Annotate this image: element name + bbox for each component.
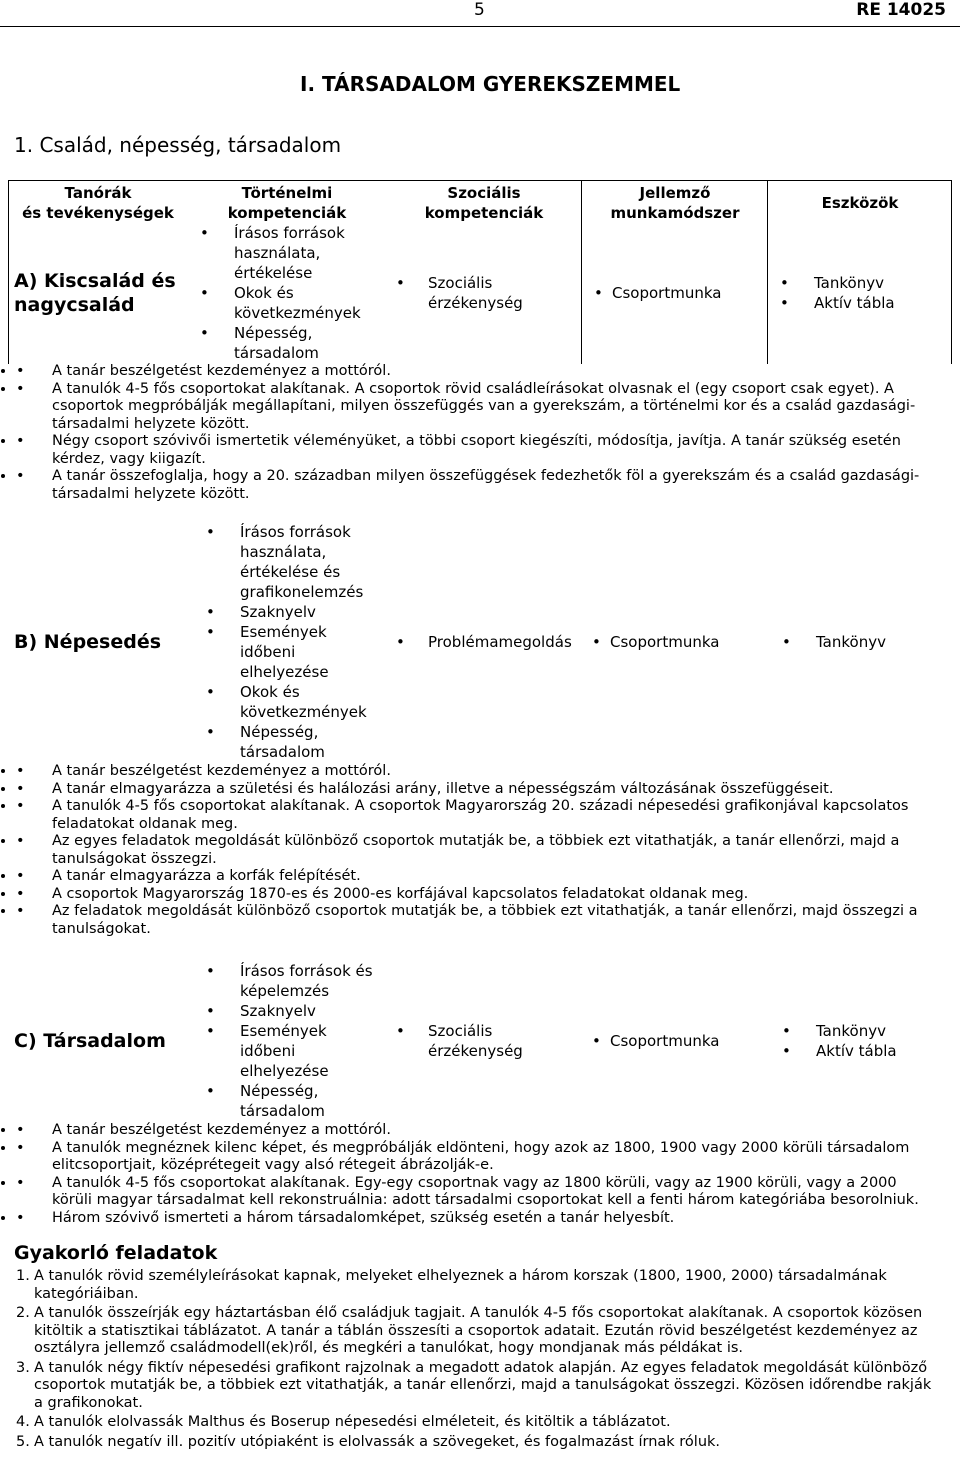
- header-text: Szociális: [447, 184, 521, 202]
- practice-item: [16, 1434, 940, 1452]
- header-method: [582, 181, 768, 225]
- activity-item: • • Az feladatok megoldását különböző csoportok mutatják be, a többiek ezt vitathatják, a tanár ellenőrzi, majd összegzi a tanulságokat.: [16, 903, 940, 938]
- list-item: • Írásos források használata, értékelése: [200, 223, 376, 283]
- section-b-row: [8, 524, 952, 760]
- list-item: • Szaknyelv: [206, 602, 374, 622]
- header-text: és tevékenységek: [22, 204, 174, 222]
- item-number: 2.: [16, 1305, 30, 1321]
- section-b-method: [592, 632, 778, 652]
- section-a-activities: [16, 363, 940, 503]
- label-line: A) Kiscsalád és: [14, 270, 176, 292]
- list-item: • Népesség, társadalom: [206, 1081, 376, 1121]
- header-history: [188, 181, 386, 225]
- header-text: Tanórák: [64, 184, 132, 202]
- header-rule: [0, 26, 960, 27]
- header-text: kompetenciák: [424, 204, 544, 222]
- activity-item: • • A tanár elmagyarázza a korfák felépítését.: [16, 868, 940, 886]
- item-text: A tanulók negatív ill. pozitív utópiaként is elolvassák a szövegeket, és fogalmazást írnak róluk.: [34, 1433, 721, 1450]
- header-text: Eszközök: [821, 194, 899, 212]
- activity-item: • • A tanulók 4-5 fős csoportokat alakítanak. A csoportok Magyarország 20. századi népesedési grafikonjával kapcsolatos feladatokat oldanak meg.: [16, 798, 940, 833]
- activity-item: • • A tanulók megnéznek kilenc képet, és megpróbálják eldönteni, hogy azok az 1800, 1900 vagy 2000 körüli társadalom elitcsoportjait, középrétegeit vagy alsó rétegeit ábrázolják-e.: [16, 1140, 940, 1175]
- list-item: • Írásos források használata, értékelése és grafikonelemzés: [206, 522, 374, 602]
- document-id: RE 14025: [856, 0, 946, 20]
- list-item: • Tankönyv: [782, 1021, 952, 1041]
- table-header-row: [8, 181, 952, 225]
- section-c-tools: [778, 1021, 952, 1061]
- list-item: • Események időbeni elhelyezése: [206, 622, 374, 682]
- section-c-method: [592, 1031, 778, 1051]
- list-item: • Problémamegoldás: [396, 632, 592, 652]
- activity-item: • • A tanár beszélgetést kezdeményez a mottóról.: [16, 363, 940, 381]
- header-text: munkamódszer: [610, 204, 740, 222]
- section-b-tools: [778, 632, 952, 652]
- practice-list: [16, 1268, 940, 1453]
- item-number: 1.: [16, 1268, 30, 1284]
- item-text: A tanulók elolvassák Malthus és Boserup népesedési elméleteit, és kitöltik a táblázatot.: [34, 1414, 671, 1430]
- list-item: • Okok és következmények: [200, 283, 376, 323]
- activity-item: • • A tanulók 4-5 fős csoportokat alakítanak. A csoportok rövid családleírásokat olvasnak el (egy csoport csak egyet). A csoportok megpróbálják megállapítani, milyen összefüggés van a gyerekszám, a történelmi kor és a család gazdasági-társadalmi helyzete között.: [16, 381, 940, 434]
- page-number: 5: [474, 0, 485, 20]
- header-social: [386, 181, 582, 225]
- section-title: 1. Család, népesség, társadalom: [14, 133, 342, 157]
- activity-item: • • A csoportok Magyarország 1870-es és 2000-es korfájával kapcsolatos feladatokat oldanak meg.: [16, 886, 940, 904]
- section-c-history: [206, 961, 396, 1121]
- list-item: • Népesség, társadalom: [206, 722, 374, 762]
- item-number: 3.: [16, 1359, 30, 1376]
- activity-item: • • Négy csoport szóvivői ismertetik véleményüket, a többi csoport kiegészíti, módosítja, javítja. A tanár szükség esetén kérdez, vagy kiigazít.: [16, 433, 940, 468]
- header-text: Jellemző: [639, 184, 711, 202]
- list-item: • Tankönyv: [782, 632, 952, 652]
- section-a-method: [582, 283, 768, 303]
- header-text: kompetenciák: [227, 204, 347, 222]
- activity-item: • • A tanár összefoglalja, hogy a 20. században milyen összefüggések fedezhetők föl a gyerekszám és a család gazdasági-társadalmi helyzete között.: [16, 468, 940, 503]
- list-item: • Csoportmunka: [594, 283, 768, 303]
- section-c-activities: [16, 1122, 940, 1227]
- practice-item: [16, 1305, 940, 1358]
- section-a-history: [188, 223, 386, 363]
- activity-item: • • A tanulók 4-5 fős csoportokat alakítanak. Egy-egy csoportnak vagy az 1800 körüli, vagy az 1900 körüli, vagy a 2000 körüli magyar társadalmat kell rekonstruálnia: adott társadalmi csoportokat kell a fenti három kategóriába besorolniuk.: [16, 1175, 940, 1210]
- activity-item: • • Három szóvivő ismerteti a három társadalomképet, szükség esetén a tanár helyesbít.: [16, 1210, 940, 1228]
- header-lessons: [8, 181, 188, 225]
- activity-item: • • A tanár beszélgetést kezdeményez a mottóról.: [16, 763, 940, 781]
- header-tools: [768, 181, 952, 225]
- practice-item: [16, 1360, 940, 1413]
- list-item: • Szociális érzékenység: [396, 1021, 546, 1061]
- list-item: • Csoportmunka: [592, 632, 778, 652]
- list-item: • Szaknyelv: [206, 1001, 376, 1021]
- activity-item: • • A tanár beszélgetést kezdeményez a mottóról.: [16, 1122, 940, 1140]
- section-b-social: [396, 632, 592, 652]
- item-text: A tanulók rövid személyleírásokat kapnak, melyeket elhelyeznek a három korszak (1800, 1900, 2000) társadalmának kategóriáiban.: [34, 1268, 887, 1302]
- list-item: • Okok és következmények: [206, 682, 374, 722]
- list-item: • Csoportmunka: [592, 1031, 778, 1051]
- list-item: • Írásos források és képelemzés: [206, 961, 376, 1001]
- list-item: • Népesség, társadalom: [200, 323, 376, 363]
- section-c-label: C) Társadalom: [14, 1030, 166, 1052]
- section-c-row: [8, 962, 952, 1120]
- list-item: [396, 273, 546, 313]
- list-item: • Események időbeni elhelyezése: [206, 1021, 376, 1081]
- item-number: 4.: [16, 1414, 30, 1430]
- activity-item: • • Az egyes feladatok megoldását különböző csoportok mutatják be, a többiek ezt vitathatják, a tanár ellenőrzi, majd a tanulságokat összegzi.: [16, 833, 940, 868]
- header-text: Történelmi: [241, 184, 333, 202]
- section-b-history: [206, 522, 396, 762]
- list-item: • Aktív tábla: [780, 293, 952, 313]
- list-item: • Aktív tábla: [782, 1041, 952, 1061]
- practice-heading: Gyakorló feladatok: [14, 1242, 218, 1264]
- section-b-activities: [16, 763, 940, 938]
- item-text: A tanulók négy fiktív népesedési grafikont rajzolnak a megadott adatok alapján. Az egyes feladatok megoldását különböző csoportok mutatják be, a többiek ezt vitathatják, a tanár ellenőrzi, majd a tanulságokat összegzi. Közösen időrendbe rakják a grafikonokat.: [34, 1359, 932, 1411]
- item-text: A tanulók összeírják egy háztartásban élő családjuk tagjait. A tanulók 4-5 fős csoportokat alakítanak. A csoportok közösen kitöltik a statisztikai táblázatot. A tanár a táblán összesíti a csoportok adatait. Ezután rövid beszélgetést kezdeményez az osztályra jellemző családmodell(ek)ről, és megkéri a tanulókat, hogy mondjanak más példákat is.: [34, 1305, 923, 1356]
- item-number: 5.: [16, 1433, 30, 1450]
- practice-item: [16, 1414, 940, 1432]
- section-b-label: B) Népesedés: [14, 631, 162, 653]
- section-a-tools: [768, 273, 952, 313]
- activity-item: • • A tanár elmagyarázza a születési és halálozási arány, illetve a népességszám változásának összefüggéseit.: [16, 781, 940, 799]
- section-a-row: [8, 224, 952, 362]
- social-text: Szociális érzékenység: [428, 274, 523, 312]
- section-c-social: [396, 1021, 592, 1061]
- label-line: nagycsalád: [14, 294, 135, 316]
- practice-item: [16, 1268, 940, 1303]
- list-item: • Tankönyv: [780, 273, 952, 293]
- section-a-social: [386, 273, 582, 313]
- section-a-label: [8, 269, 188, 317]
- chapter-title: I. TÁRSADALOM GYEREKSZEMMEL: [300, 72, 681, 96]
